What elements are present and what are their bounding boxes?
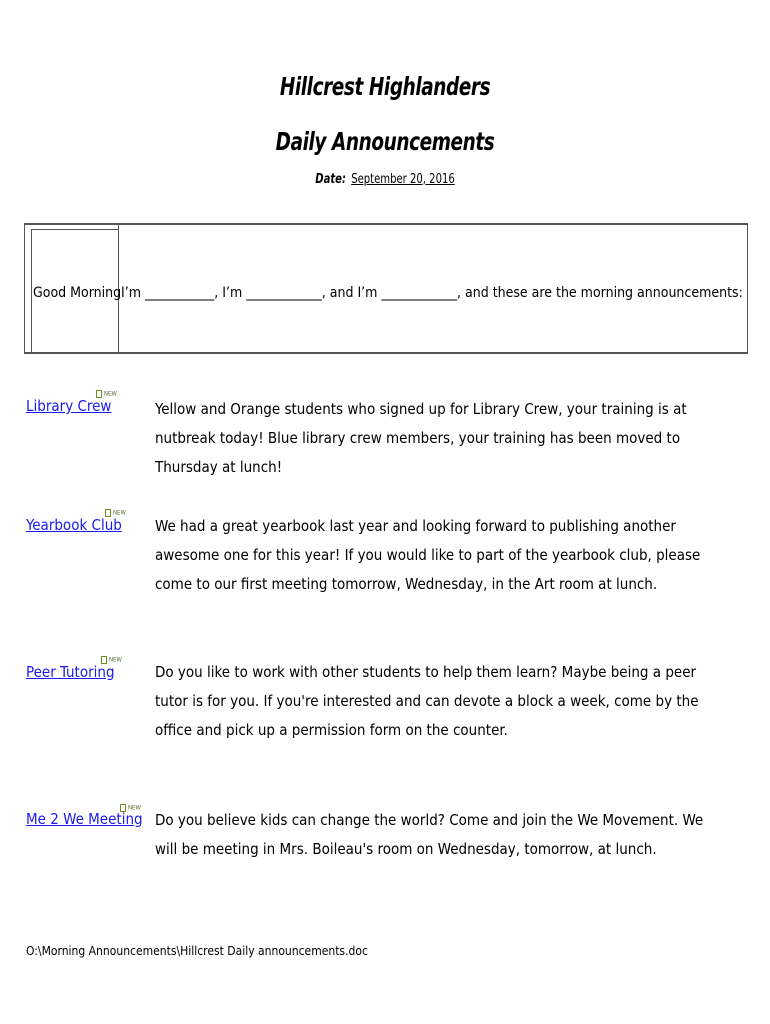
new-badge-label: NEW xyxy=(104,390,117,398)
title-line-2: Daily Announcements xyxy=(275,127,495,156)
new-badge-icon xyxy=(96,390,117,398)
date-line xyxy=(54,172,716,187)
club-link-peer-tutoring[interactable]: Peer Tutoring xyxy=(26,663,115,681)
new-badge-label: NEW xyxy=(113,509,126,517)
date-value: September 20, 2016 xyxy=(351,172,455,187)
new-badge-label: NEW xyxy=(128,804,141,812)
club-link-library-crew[interactable]: Library Crew xyxy=(26,397,112,415)
announcement-text: Do you like to work with other students to help them learn? Maybe being a peer tutor is for you. If you're interested and can devote a block a week, come by the office and pick up a permission form on the counter. xyxy=(155,663,699,739)
date-label: Date: xyxy=(315,172,347,187)
greeting-table xyxy=(24,223,748,354)
table-border xyxy=(31,229,119,230)
greeting-text: I’m ___________, I’m ____________, and I’m ____________, and these are the morning announcements: xyxy=(121,285,743,301)
club-link-me-2-we-meeting[interactable]: Me 2 We Meeting xyxy=(26,810,143,828)
new-badge-icon xyxy=(101,656,122,664)
announcement-text: We had a great yearbook last year and looking forward to publishing another awesome one for this year! If you would like to part of the yearbook club, please come to our first meeting tomorrow, Wednesday, in the Art room at lunch. xyxy=(155,517,701,593)
new-badge-icon xyxy=(105,509,126,517)
new-badge-label: NEW xyxy=(109,656,122,664)
footer-file-path: O:\Morning Announcements\Hillcrest Daily announcements.doc xyxy=(26,944,368,958)
club-link-yearbook-club[interactable]: Yearbook Club xyxy=(26,516,122,534)
announcement-text: Do you believe kids can change the world? Come and join the We Movement. We will be meeting in Mrs. Boileau's room on Wednesday, tomorrow, at lunch. xyxy=(155,811,704,858)
table-border xyxy=(31,229,32,352)
announcement-text: Yellow and Orange students who signed up for Library Crew, your training is at nutbreak today! Blue library crew members, your training has been moved to Thursday at lunch! xyxy=(155,400,687,476)
greeting-label: Good Morning xyxy=(33,285,122,301)
title-line-1: Hillcrest Highlanders xyxy=(279,72,491,101)
new-badge-icon xyxy=(120,804,141,812)
